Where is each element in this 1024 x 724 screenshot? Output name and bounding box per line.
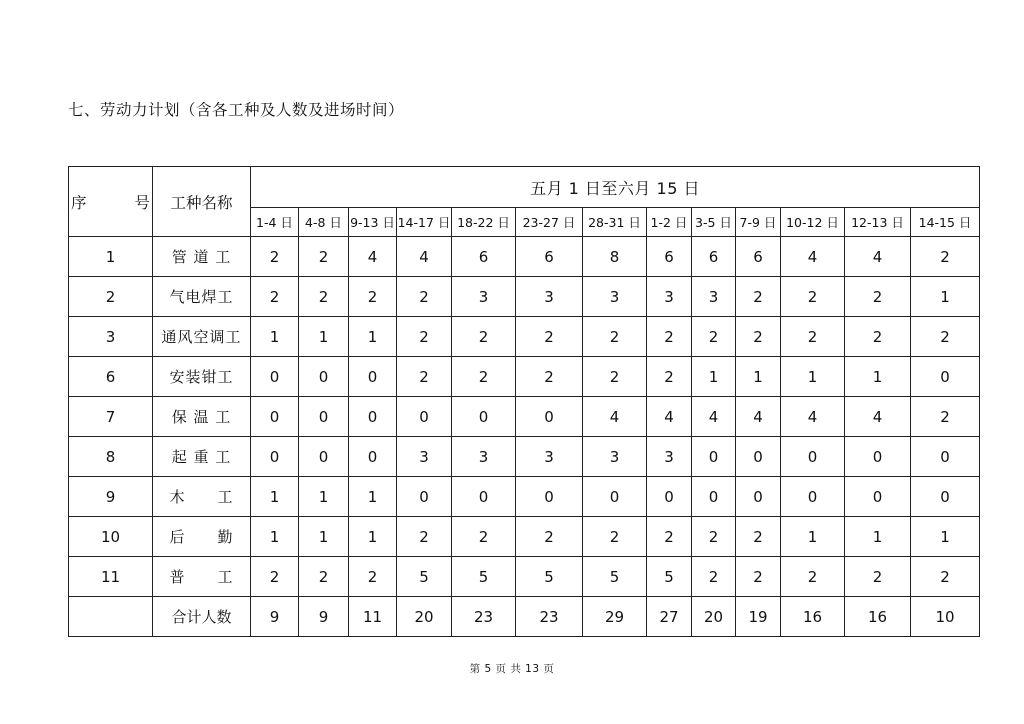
headcount-cell: 1 [845, 517, 911, 557]
date-range-header: 4-8 日 [299, 208, 349, 237]
headcount-cell: 2 [583, 517, 647, 557]
headcount-cell: 4 [845, 397, 911, 437]
headcount-cell: 2 [647, 357, 692, 397]
headcount-cell: 0 [299, 437, 349, 477]
headcount-cell: 1 [736, 357, 781, 397]
total-cell: 19 [736, 597, 781, 637]
headcount-cell: 0 [349, 397, 397, 437]
table-row [69, 477, 980, 517]
headcount-cell: 2 [781, 277, 845, 317]
total-cell: 16 [845, 597, 911, 637]
headcount-cell: 2 [845, 277, 911, 317]
headcount-cell: 2 [845, 317, 911, 357]
headcount-cell: 2 [516, 517, 583, 557]
headcount-cell: 1 [299, 477, 349, 517]
headcount-cell: 0 [349, 357, 397, 397]
headcount-cell: 2 [845, 557, 911, 597]
headcount-cell: 3 [452, 437, 516, 477]
headcount-cell: 0 [692, 437, 736, 477]
seq-header-right: 号 [134, 193, 150, 212]
total-cell: 29 [583, 597, 647, 637]
headcount-cell: 3 [647, 437, 692, 477]
headcount-cell: 2 [583, 317, 647, 357]
headcount-cell: 0 [911, 357, 980, 397]
headcount-cell: 4 [781, 397, 845, 437]
date-range-header: 9-13 日 [349, 208, 397, 237]
headcount-cell: 1 [349, 317, 397, 357]
trade-cell: 管 道 工 [153, 237, 251, 277]
headcount-cell: 6 [647, 237, 692, 277]
date-range-header: 14-15 日 [911, 208, 980, 237]
headcount-cell: 6 [452, 237, 516, 277]
total-cell: 9 [251, 597, 299, 637]
headcount-cell: 2 [349, 557, 397, 597]
headcount-cell: 0 [911, 477, 980, 517]
headcount-cell: 3 [516, 277, 583, 317]
headcount-cell: 0 [397, 397, 452, 437]
date-range-header: 1-2 日 [647, 208, 692, 237]
seq-cell: 2 [69, 277, 153, 317]
headcount-cell: 0 [397, 477, 452, 517]
table-row [69, 317, 980, 357]
table-row [69, 397, 980, 437]
total-seq-cell [69, 597, 153, 637]
headcount-cell: 2 [299, 237, 349, 277]
headcount-cell: 0 [845, 437, 911, 477]
headcount-cell: 3 [516, 437, 583, 477]
headcount-cell: 0 [647, 477, 692, 517]
headcount-cell: 4 [647, 397, 692, 437]
headcount-cell: 1 [781, 517, 845, 557]
headcount-cell: 1 [911, 517, 980, 557]
total-cell: 23 [452, 597, 516, 637]
headcount-cell: 2 [781, 317, 845, 357]
seq-header-left: 序 [71, 193, 87, 212]
date-range-header: 10-12 日 [781, 208, 845, 237]
table-row [69, 277, 980, 317]
headcount-cell: 0 [299, 397, 349, 437]
table-row [69, 357, 980, 397]
headcount-cell: 5 [583, 557, 647, 597]
seq-header [69, 167, 153, 237]
headcount-cell: 2 [251, 557, 299, 597]
table-row [69, 557, 980, 597]
headcount-cell: 8 [583, 237, 647, 277]
total-cell: 23 [516, 597, 583, 637]
headcount-cell: 2 [692, 317, 736, 357]
seq-cell: 11 [69, 557, 153, 597]
headcount-cell: 0 [516, 477, 583, 517]
headcount-cell: 4 [845, 237, 911, 277]
headcount-cell: 1 [911, 277, 980, 317]
date-range-header: 18-22 日 [452, 208, 516, 237]
headcount-cell: 3 [397, 437, 452, 477]
headcount-cell: 2 [251, 277, 299, 317]
headcount-cell: 2 [911, 317, 980, 357]
total-label: 合计人数 [153, 597, 251, 637]
headcount-cell: 0 [781, 477, 845, 517]
headcount-cell: 0 [251, 437, 299, 477]
trade-cell: 普 工 [153, 557, 251, 597]
seq-cell: 8 [69, 437, 153, 477]
headcount-cell: 4 [349, 237, 397, 277]
headcount-cell: 1 [251, 317, 299, 357]
headcount-cell: 2 [911, 557, 980, 597]
seq-cell: 10 [69, 517, 153, 557]
headcount-cell: 4 [781, 237, 845, 277]
headcount-cell: 1 [349, 517, 397, 557]
headcount-cell: 0 [781, 437, 845, 477]
headcount-cell: 5 [647, 557, 692, 597]
header-row-1 [69, 167, 980, 208]
total-cell: 11 [349, 597, 397, 637]
date-range-header: 28-31 日 [583, 208, 647, 237]
table-row [69, 517, 980, 557]
headcount-cell: 2 [736, 517, 781, 557]
headcount-cell: 0 [452, 397, 516, 437]
headcount-cell: 6 [692, 237, 736, 277]
headcount-cell: 0 [692, 477, 736, 517]
headcount-cell: 4 [736, 397, 781, 437]
seq-cell: 6 [69, 357, 153, 397]
headcount-cell: 5 [452, 557, 516, 597]
headcount-cell: 4 [692, 397, 736, 437]
headcount-cell: 6 [736, 237, 781, 277]
table-row [69, 237, 980, 277]
table-body [69, 237, 980, 637]
headcount-cell: 5 [516, 557, 583, 597]
headcount-cell: 4 [397, 237, 452, 277]
headcount-cell: 3 [452, 277, 516, 317]
headcount-cell: 0 [736, 477, 781, 517]
headcount-cell: 2 [911, 397, 980, 437]
headcount-cell: 2 [349, 277, 397, 317]
total-row [69, 597, 980, 637]
headcount-cell: 2 [516, 317, 583, 357]
headcount-cell: 1 [251, 477, 299, 517]
headcount-cell: 0 [583, 477, 647, 517]
headcount-cell: 1 [251, 517, 299, 557]
seq-cell: 3 [69, 317, 153, 357]
headcount-cell: 1 [692, 357, 736, 397]
trade-cell: 后 勤 [153, 517, 251, 557]
headcount-cell: 1 [349, 477, 397, 517]
table-row [69, 437, 980, 477]
headcount-cell: 2 [299, 557, 349, 597]
headcount-cell: 0 [299, 357, 349, 397]
headcount-cell: 5 [397, 557, 452, 597]
trade-cell: 起 重 工 [153, 437, 251, 477]
trade-cell: 保 温 工 [153, 397, 251, 437]
headcount-cell: 0 [251, 357, 299, 397]
headcount-cell: 2 [251, 237, 299, 277]
total-cell: 20 [692, 597, 736, 637]
date-range-header: 1-4 日 [251, 208, 299, 237]
date-range-header: 14-17 日 [397, 208, 452, 237]
headcount-cell: 2 [583, 357, 647, 397]
trade-cell: 安装钳工 [153, 357, 251, 397]
headcount-cell: 2 [647, 317, 692, 357]
total-cell: 20 [397, 597, 452, 637]
total-cell: 27 [647, 597, 692, 637]
headcount-cell: 2 [736, 317, 781, 357]
headcount-cell: 0 [516, 397, 583, 437]
headcount-cell: 2 [911, 237, 980, 277]
headcount-cell: 2 [452, 357, 516, 397]
page-footer: 第 5 页 共 13 页 [469, 663, 555, 675]
headcount-cell: 0 [736, 437, 781, 477]
headcount-cell: 3 [692, 277, 736, 317]
total-cell: 10 [911, 597, 980, 637]
headcount-cell: 2 [397, 277, 452, 317]
total-cell: 16 [781, 597, 845, 637]
date-range-header: 23-27 日 [516, 208, 583, 237]
headcount-cell: 2 [397, 517, 452, 557]
headcount-cell: 3 [647, 277, 692, 317]
headcount-cell: 0 [911, 437, 980, 477]
headcount-cell: 6 [516, 237, 583, 277]
date-range-header: 12-13 日 [845, 208, 911, 237]
trade-cell: 通风空调工 [153, 317, 251, 357]
total-cell: 9 [299, 597, 349, 637]
headcount-cell: 3 [583, 277, 647, 317]
headcount-cell: 0 [452, 477, 516, 517]
headcount-cell: 2 [692, 557, 736, 597]
headcount-cell: 2 [692, 517, 736, 557]
labor-plan-table [68, 166, 980, 637]
headcount-cell: 2 [452, 517, 516, 557]
trade-cell: 气电焊工 [153, 277, 251, 317]
headcount-cell: 2 [397, 357, 452, 397]
headcount-cell: 2 [299, 277, 349, 317]
date-range-header: 3-5 日 [692, 208, 736, 237]
headcount-cell: 0 [845, 477, 911, 517]
headcount-cell: 1 [845, 357, 911, 397]
date-range-header: 7-9 日 [736, 208, 781, 237]
headcount-cell: 2 [516, 357, 583, 397]
section-title: 七、劳动力计划（含各工种及人数及进场时间） [68, 101, 405, 119]
headcount-cell: 1 [299, 317, 349, 357]
headcount-cell: 0 [349, 437, 397, 477]
trade-header: 工种名称 [153, 167, 251, 237]
headcount-cell: 3 [583, 437, 647, 477]
headcount-cell: 1 [781, 357, 845, 397]
seq-cell: 1 [69, 237, 153, 277]
headcount-cell: 0 [251, 397, 299, 437]
seq-cell: 9 [69, 477, 153, 517]
headcount-cell: 2 [736, 277, 781, 317]
headcount-cell: 2 [452, 317, 516, 357]
seq-cell: 7 [69, 397, 153, 437]
headcount-cell: 2 [397, 317, 452, 357]
period-title: 五月 1 日至六月 15 日 [251, 167, 980, 208]
trade-cell: 木 工 [153, 477, 251, 517]
headcount-cell: 1 [299, 517, 349, 557]
headcount-cell: 2 [647, 517, 692, 557]
headcount-cell: 2 [781, 557, 845, 597]
headcount-cell: 2 [736, 557, 781, 597]
headcount-cell: 4 [583, 397, 647, 437]
